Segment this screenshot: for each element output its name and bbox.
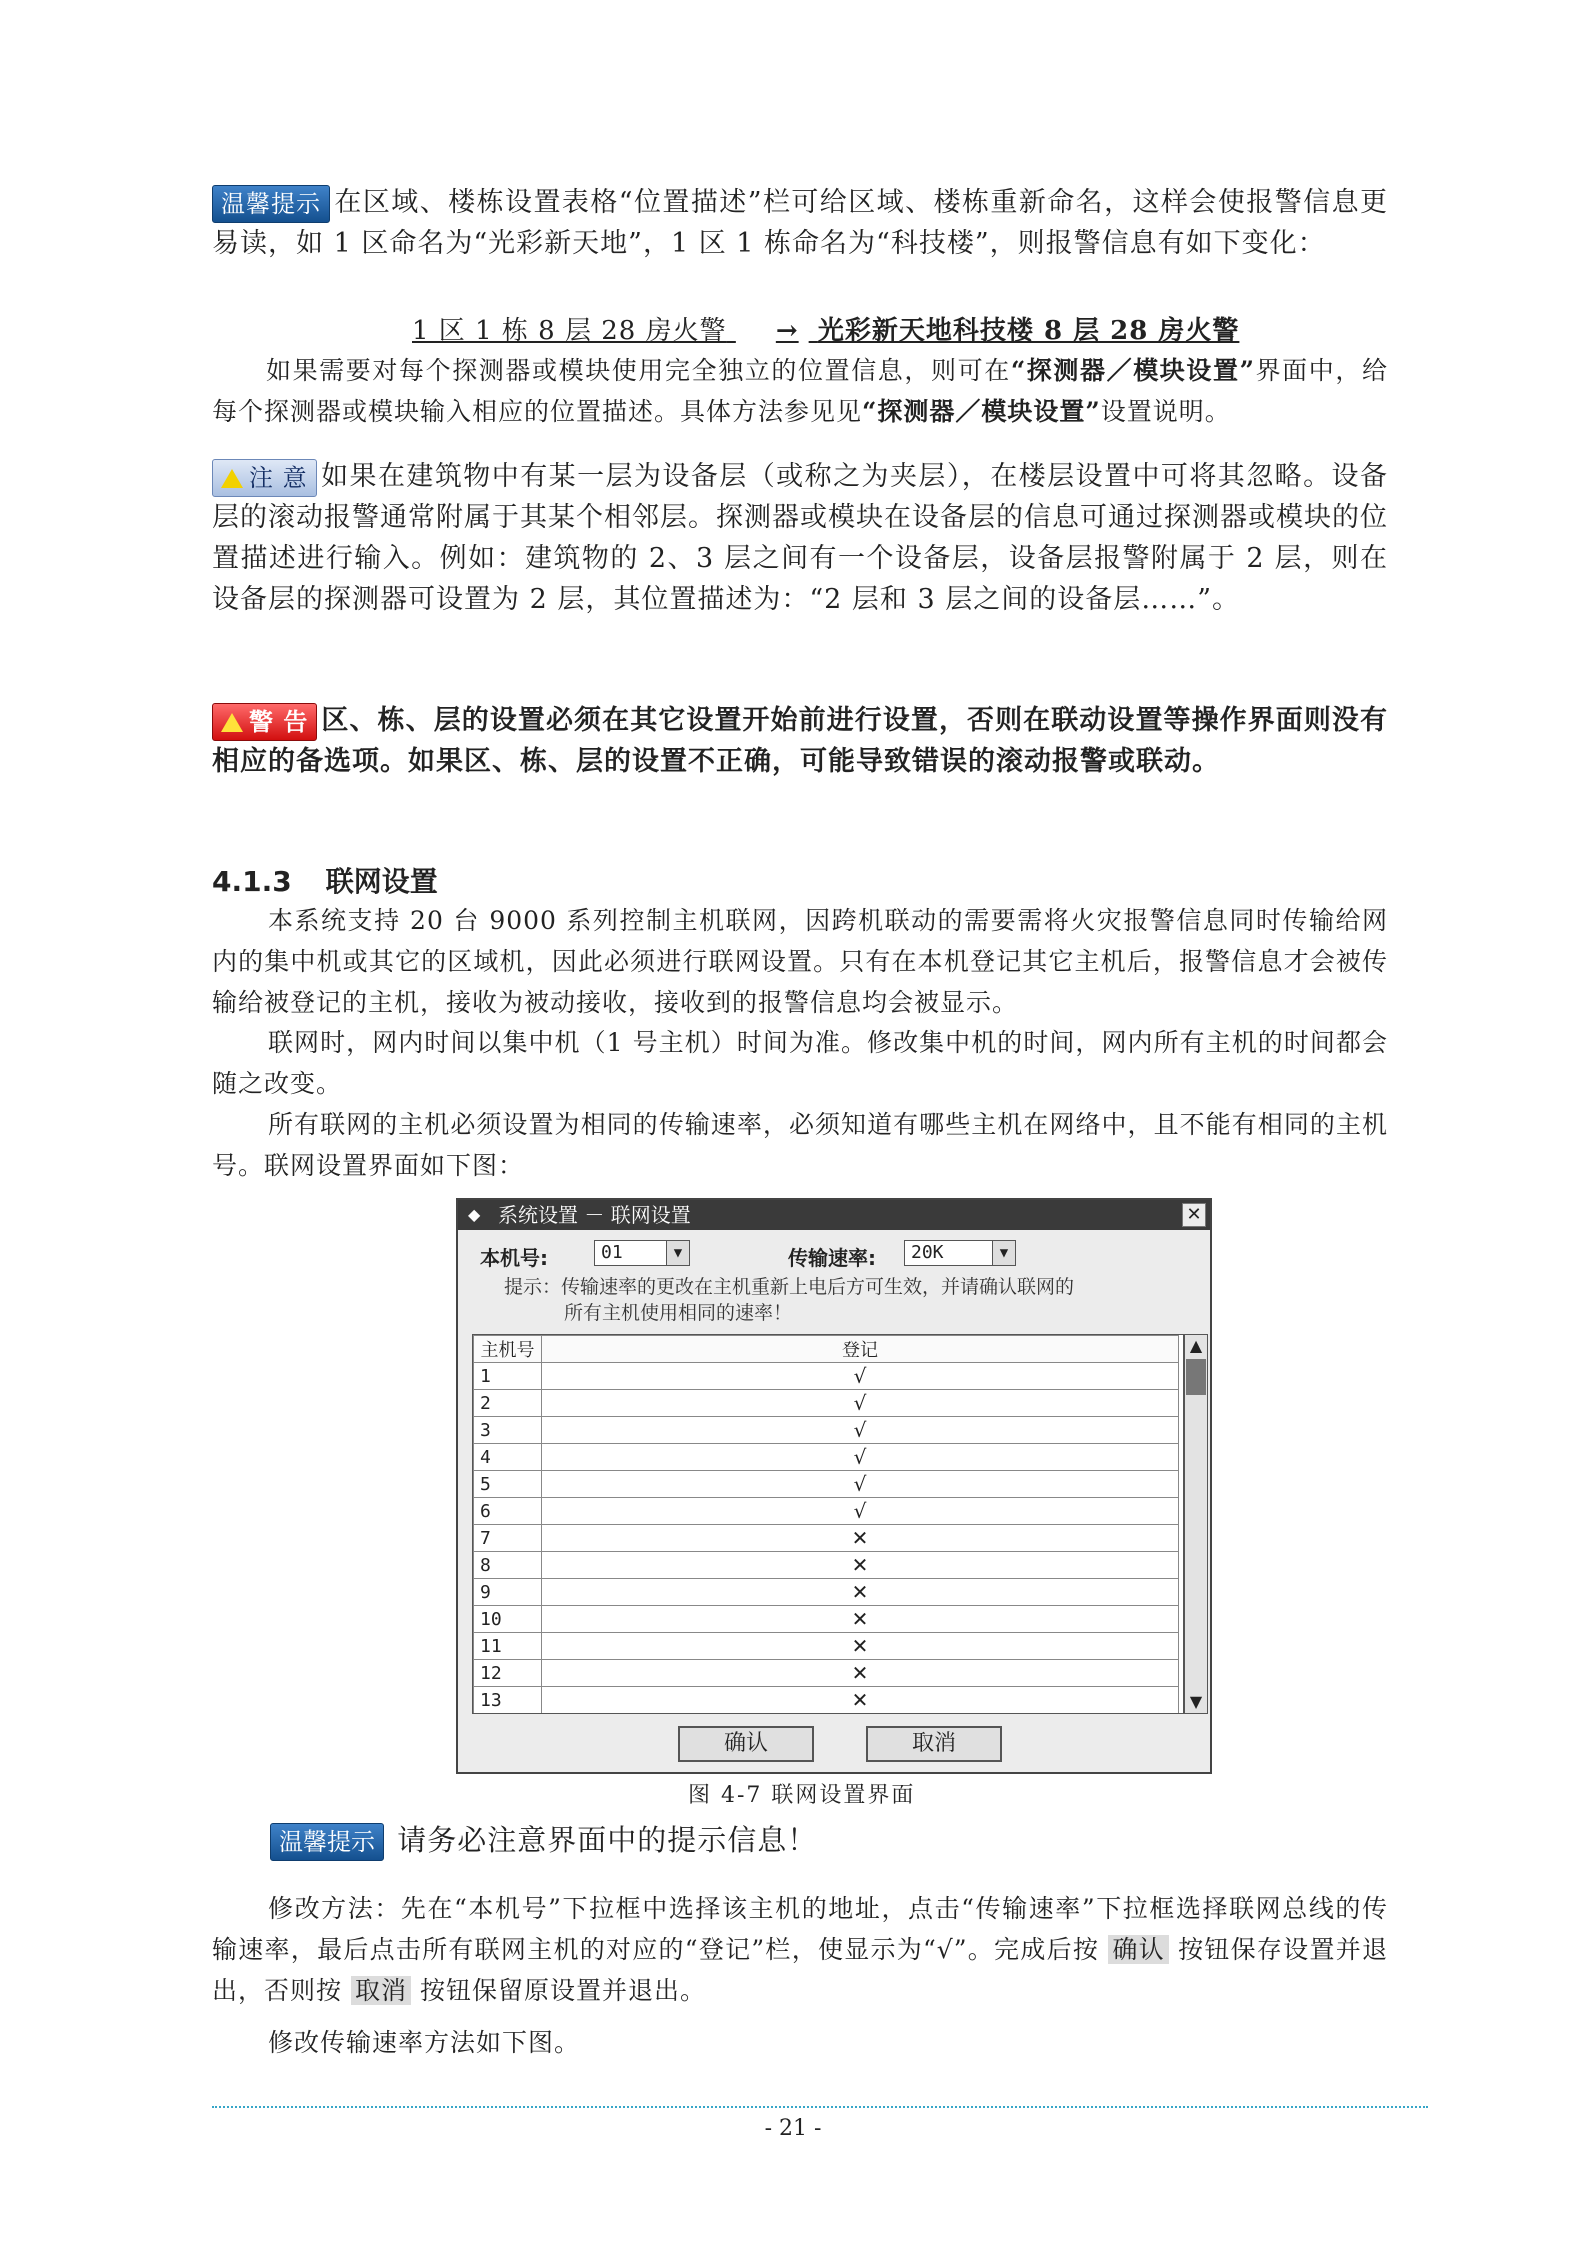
warning-badge <box>212 703 317 741</box>
method-cancel-ref: 取消 <box>351 1976 411 2005</box>
body-paragraph-3: 所有联网的主机必须设置为相同的传输速率，必须知道有哪些主机在网络中，且不能有相同的主机号。联网设置界面如下图： <box>212 1110 1388 1180</box>
tip2-line <box>270 1818 817 1861</box>
host-number-cell: 7 <box>474 1525 542 1552</box>
register-cell[interactable]: √ <box>542 1390 1179 1417</box>
position-paragraph <box>212 350 1388 432</box>
section-title: 联网设置 <box>325 865 438 898</box>
register-cell[interactable]: ✕ <box>542 1687 1179 1714</box>
host-number-cell: 2 <box>474 1390 542 1417</box>
host-number-cell: 3 <box>474 1417 542 1444</box>
table-row[interactable] <box>474 1687 1179 1714</box>
hint-text <box>504 1274 1074 1326</box>
register-cell[interactable]: ✕ <box>542 1579 1179 1606</box>
page-number: - 21 - <box>764 2116 822 2141</box>
body-paragraph-2: 联网时，网内时间以集中机（1 号主机）时间为准。修改集中机的时间，网内所有主机的时间都会随之改变。 <box>212 1028 1388 1098</box>
scroll-thumb[interactable] <box>1186 1359 1206 1395</box>
example-arrow: → <box>775 316 799 346</box>
rate-value: 20K <box>911 1242 944 1263</box>
register-cell[interactable]: √ <box>542 1498 1179 1525</box>
column-host: 主机号 <box>474 1336 542 1363</box>
body-paragraph-1: 本系统支持 20 台 9000 系列控制主机联网，因跨机联动的需要需将火灾报警信息同时传输给网内的集中机或其它的区域机，因此必须进行联网设置。只有在本机登记其它主机后，报警信息才会被传输给被登记的主机，接收为被动接收，接收到的报警信息均会被显示。 <box>212 906 1388 1017</box>
dialog-title-bar <box>458 1200 1210 1230</box>
register-cell[interactable]: ✕ <box>542 1660 1179 1687</box>
warning-triangle-icon <box>221 713 243 732</box>
example-to: 光彩新天地科技楼 8 层 28 房火警 <box>817 316 1240 346</box>
host-number-cell: 10 <box>474 1606 542 1633</box>
table-row[interactable] <box>474 1525 1179 1552</box>
warning-badge-label: 警 告 <box>249 707 309 736</box>
hint-line-2: 所有主机使用相同的速率！ <box>564 1302 793 1324</box>
section-number: 4.1.3 <box>212 865 292 898</box>
position-text-b: “探测器／模块设置” <box>1010 356 1255 385</box>
position-text-a: 如果需要对每个探测器或模块使用完全独立的位置信息，则可在 <box>266 356 1011 385</box>
warning-text: 区、栋、层的设置必须在其它设置开始前进行设置，否则在联动设置等操作界面则没有相应的备选项。如果区、栋、层的设置不正确，可能导致错误的滚动报警或联动。 <box>212 705 1388 777</box>
example-line <box>412 310 1239 347</box>
dropdown-arrow-icon[interactable]: ▼ <box>992 1241 1015 1265</box>
table-row[interactable] <box>474 1390 1179 1417</box>
host-number-cell: 5 <box>474 1471 542 1498</box>
hint-line-1: 提示：传输速率的更改在主机重新上电后方可生效，并请确认联网的 <box>504 1276 1075 1298</box>
host-number-cell: 6 <box>474 1498 542 1525</box>
method-text-b: 按钮保存设置并退出，否则按 <box>212 1935 1388 2005</box>
position-text-d: “探测器／模块设置” <box>862 397 1101 426</box>
table-header-row <box>474 1336 1179 1363</box>
register-cell[interactable]: √ <box>542 1444 1179 1471</box>
host-number-cell: 12 <box>474 1660 542 1687</box>
note-badge <box>212 459 317 497</box>
diamond-icon: ◆ <box>468 1205 481 1224</box>
note-paragraph <box>212 456 1388 620</box>
scroll-up-icon[interactable]: ▲ <box>1189 1336 1203 1355</box>
close-icon[interactable]: ✕ <box>1182 1203 1206 1227</box>
section-heading <box>212 860 472 900</box>
tip-badge: 温馨提示 <box>270 1823 384 1861</box>
rate-label: 传输速率: <box>788 1246 876 1270</box>
host-number-cell: 8 <box>474 1552 542 1579</box>
register-cell[interactable]: ✕ <box>542 1552 1179 1579</box>
register-cell[interactable]: ✕ <box>542 1606 1179 1633</box>
footer-divider <box>212 2106 1428 2108</box>
table-row[interactable] <box>474 1606 1179 1633</box>
table-row[interactable] <box>474 1552 1179 1579</box>
table-row[interactable] <box>474 1444 1179 1471</box>
column-register: 登记 <box>542 1336 1179 1363</box>
tip-badge: 温馨提示 <box>212 185 330 223</box>
method-text-c: 按钮保留原设置并退出。 <box>419 1976 706 2005</box>
note-text: 如果在建筑物中有某一层为设备层（或称之为夹层），在楼层设置中可将其忽略。设备层的滚动报警通常附属于其某个相邻层。探测器或模块在设备层的信息可通过探测器或模块的位置描述进行输入。例如：建筑物的 2、3 层之间有一个设备层，设备层报警附属于 2 层，则在设备层的探测器可设置为 2 层，其位置描述为：“2 层和 3 层之间的设备层……”。 <box>212 461 1388 615</box>
tip-text: 在区域、楼栋设置表格“位置描述”栏可给区域、楼栋重新命名，这样会使报警信息更易读，如 1 区命名为“光彩新天地”，1 区 1 栋命名为“科技楼”，则报警信息有如下变化： <box>212 187 1388 259</box>
rate-method-paragraph: 修改传输速率方法如下图。 <box>268 2028 581 2057</box>
register-cell[interactable]: √ <box>542 1471 1179 1498</box>
scroll-down-icon[interactable]: ▼ <box>1189 1692 1203 1711</box>
table-row[interactable] <box>474 1363 1179 1390</box>
method-text-a: 修改方法：先在“本机号”下拉框中选择该主机的地址，点击“传输速率”下拉框选择联网总线的传输速率，最后点击所有联网主机的对应的“登记”栏，使显示为“√”。完成后按 <box>212 1894 1388 1964</box>
tip-paragraph <box>212 182 1388 264</box>
host-number-cell: 11 <box>474 1633 542 1660</box>
position-text-e: 设置说明。 <box>1100 397 1231 426</box>
example-from: 1 区 1 栋 8 层 28 房火警 <box>412 316 727 346</box>
table-row[interactable] <box>474 1498 1179 1525</box>
table-row[interactable] <box>474 1471 1179 1498</box>
table-scrollbar[interactable] <box>1184 1334 1208 1714</box>
note-badge-label: 注 意 <box>249 463 308 492</box>
warning-paragraph <box>212 700 1388 782</box>
rate-select[interactable] <box>904 1240 1016 1266</box>
method-ok-ref: 确认 <box>1108 1935 1169 1964</box>
host-number-select[interactable] <box>594 1240 690 1266</box>
host-number-cell: 1 <box>474 1363 542 1390</box>
dialog-title: 系统设置 － 联网设置 <box>498 1203 691 1227</box>
host-label: 本机号: <box>480 1246 548 1270</box>
method-paragraph <box>212 1888 1388 2011</box>
register-cell[interactable]: ✕ <box>542 1525 1179 1552</box>
table-row[interactable] <box>474 1660 1179 1687</box>
host-table <box>472 1334 1184 1714</box>
host-number-cell: 13 <box>474 1687 542 1714</box>
table-row[interactable] <box>474 1633 1179 1660</box>
figure-caption: 图 4-7 联网设置界面 <box>688 1783 916 1808</box>
cancel-button[interactable]: 取消 <box>866 1726 1002 1762</box>
tip2-text: 请务必注意界面中的提示信息！ <box>397 1823 818 1857</box>
register-cell[interactable]: √ <box>542 1363 1179 1390</box>
dropdown-arrow-icon[interactable]: ▼ <box>666 1241 689 1265</box>
ok-button[interactable]: 确认 <box>678 1726 814 1762</box>
table-row[interactable] <box>474 1579 1179 1606</box>
host-number-cell: 4 <box>474 1444 542 1471</box>
register-cell[interactable]: √ <box>542 1417 1179 1444</box>
host-number-cell: 9 <box>474 1579 542 1606</box>
position-text-c: 界面中，给每个探测器或模块输入相应的位置描述。具体方法参见见 <box>212 356 1388 426</box>
host-number-value: 01 <box>601 1242 623 1263</box>
table-row[interactable] <box>474 1417 1179 1444</box>
warning-triangle-icon <box>221 469 243 488</box>
register-cell[interactable]: ✕ <box>542 1633 1179 1660</box>
network-settings-dialog <box>456 1198 1212 1774</box>
